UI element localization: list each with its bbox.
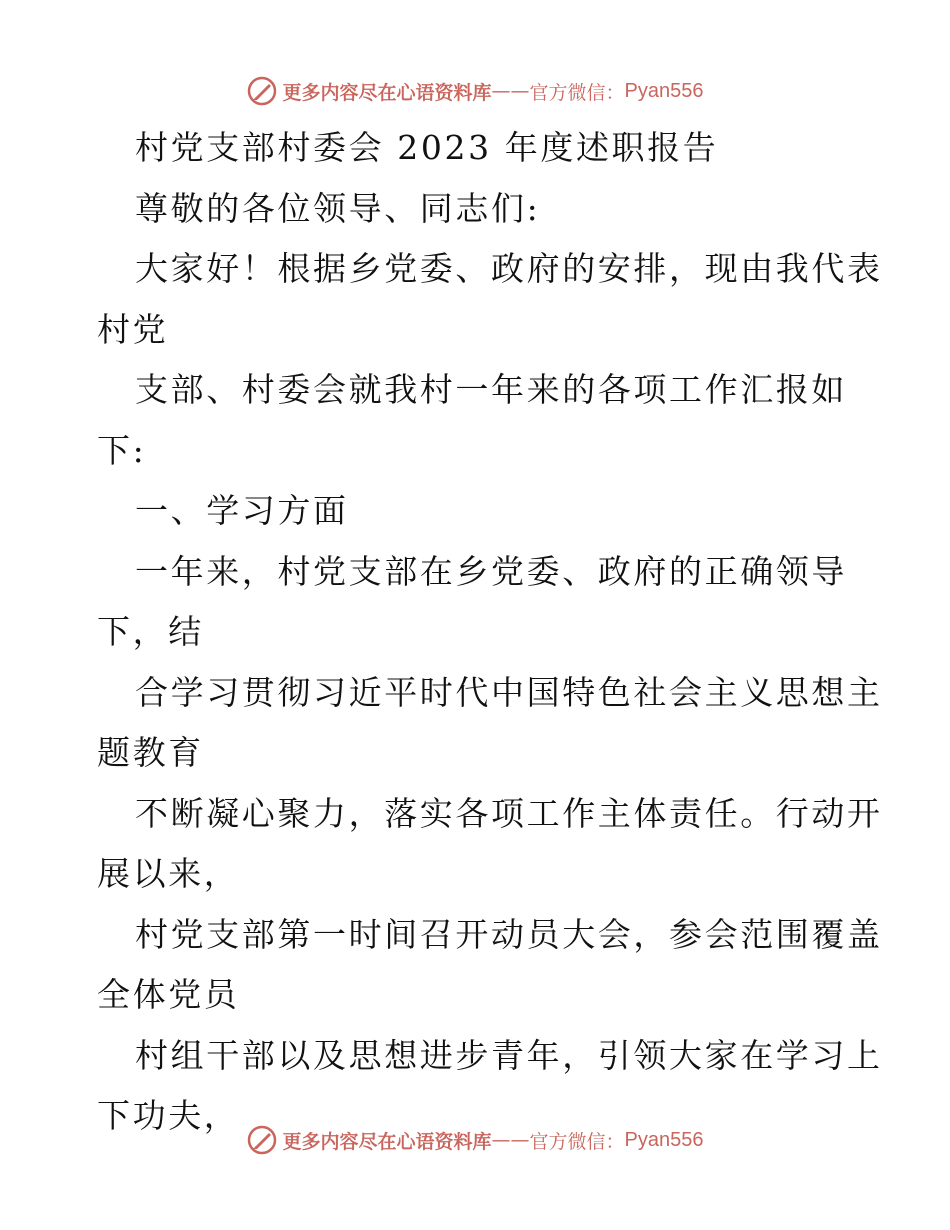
document-title: 村党支部村委会 2023 年度述职报告 [135, 128, 719, 167]
banner-text: 更多内容尽在心语资料库 [282, 1130, 492, 1153]
quill-pen-logo-icon [247, 1125, 277, 1155]
paragraph-line: 支部、村委会就我村一年来的各项工作汇报如 [135, 370, 847, 409]
paragraph-line: 一年来，村党支部在乡党委、政府的正确领导 [135, 551, 847, 591]
banner-wechat-label: 官方微信： [529, 81, 625, 104]
section-heading: 一、学习方面 [135, 491, 349, 530]
banner-dash: —— [491, 1129, 530, 1151]
document-body [97, 118, 883, 1147]
paragraph-line: 不断凝心聚力，落实各项工作主体责任。行动开 [135, 793, 883, 833]
quill-pen-logo-icon [247, 76, 277, 106]
banner-text: 更多内容尽在心语资料库 [282, 81, 492, 104]
paragraph-line: 大家好！根据乡党委、政府的安排，现由我代表 [135, 249, 883, 288]
paragraph-line: 下功夫， [97, 1096, 240, 1135]
paragraph-line: 题教育 [97, 733, 204, 772]
banner-wechat-id: Pyan556 [624, 1128, 704, 1151]
paragraph-line: 全体党员 [97, 975, 240, 1014]
banner-dash: —— [491, 80, 530, 102]
footer-watermark-banner [0, 1120, 950, 1160]
salutation: 尊敬的各位领导、同志们: [135, 188, 541, 228]
header-watermark-banner [0, 71, 950, 111]
paragraph-line: 村党支部第一时间召开动员大会，参会范围覆盖 [135, 914, 883, 954]
paragraph-line: 村组干部以及思想进步青年，引领大家在学习上 [135, 1035, 883, 1075]
paragraph-line: 下: [97, 430, 147, 470]
banner-wechat-label: 官方微信： [529, 1130, 625, 1153]
paragraph-line: 下，结 [97, 612, 204, 651]
paragraph-line: 合学习贯彻习近平时代中国特色社会主义思想主 [135, 672, 883, 712]
banner-wechat-id: Pyan556 [624, 79, 704, 102]
paragraph-line: 村党 [97, 309, 169, 349]
paragraph-line: 展以来， [97, 854, 240, 893]
